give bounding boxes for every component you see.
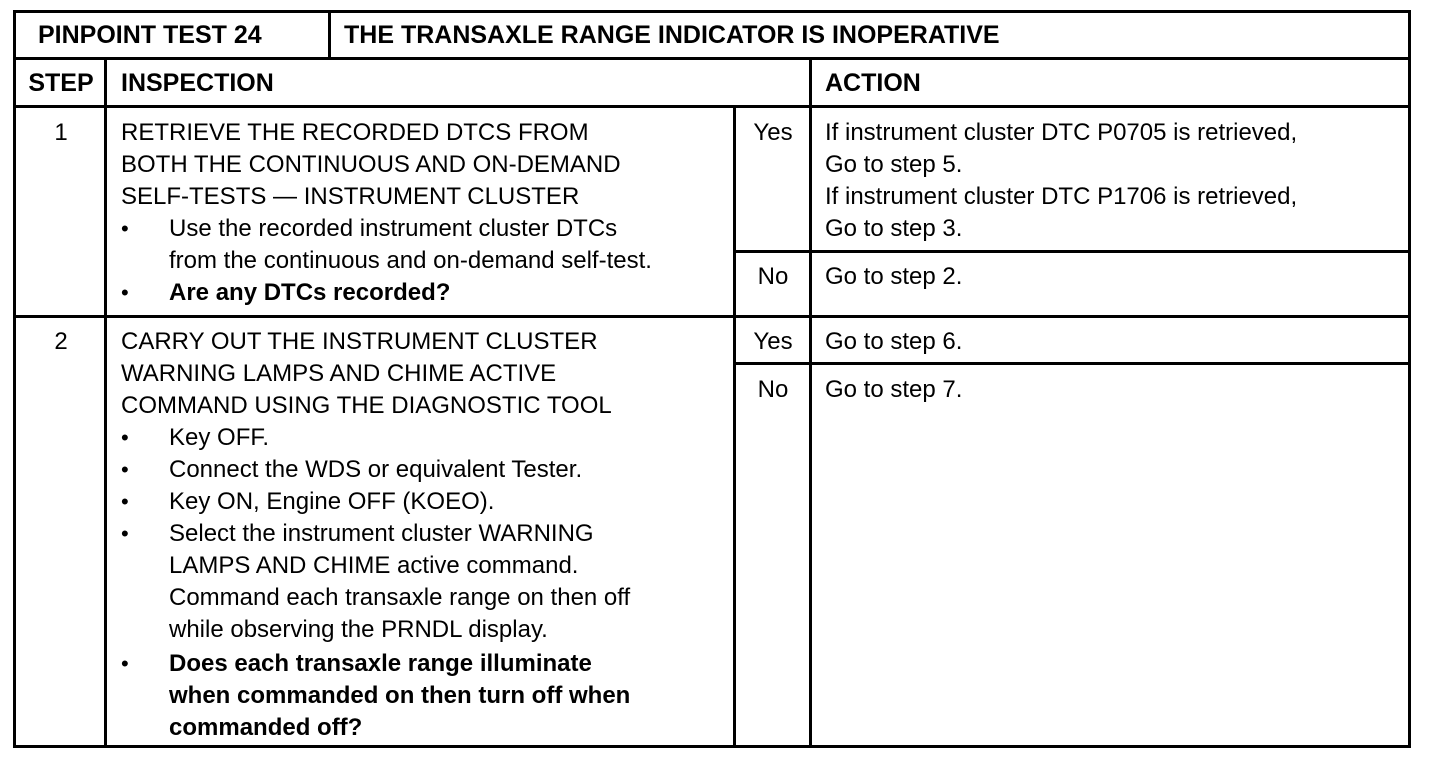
bullet-icon: • [121, 521, 129, 546]
rule-step2-yes-no [733, 362, 1408, 365]
step-question: Are any DTCs recorded? [169, 279, 451, 306]
action-line: Go to step 5. [825, 151, 963, 178]
step-bullet-line: LAMPS AND CHIME active command. [169, 552, 579, 579]
action-line: If instrument cluster DTC P0705 is retrieved, [825, 119, 1298, 146]
answer-no: No [757, 376, 789, 403]
step-heading-line: CARRY OUT THE INSTRUMENT CLUSTER [121, 328, 598, 355]
test-number-label: PINPOINT TEST 24 [38, 21, 262, 49]
step-heading-line: COMMAND USING THE DIAGNOSTIC TOOL [121, 392, 612, 419]
step-heading-line: BOTH THE CONTINUOUS AND ON-DEMAND [121, 151, 621, 178]
step-bullet-line: Key ON, Engine OFF (KOEO). [169, 488, 495, 515]
action-line: If instrument cluster DTC P1706 is retrieved, [825, 183, 1298, 210]
step-bullet-line: from the continuous and on-demand self-test. [169, 247, 652, 274]
action-line: Go to step 2. [825, 263, 963, 290]
step-heading-line: RETRIEVE THE RECORDED DTCS FROM [121, 119, 589, 146]
step-question: when commanded on then turn off when [169, 682, 631, 709]
column-header-action: ACTION [825, 69, 921, 97]
bullet-icon: • [121, 489, 129, 514]
rule-title-divider [328, 13, 331, 57]
column-header-step: STEP [28, 69, 94, 97]
column-header-inspection: INSPECTION [121, 69, 274, 97]
pinpoint-test-table [13, 10, 1411, 748]
rule-step-column [104, 57, 107, 745]
test-title: THE TRANSAXLE RANGE INDICATOR IS INOPERATIVE [344, 21, 1000, 49]
answer-yes: Yes [753, 328, 793, 355]
step-bullet-line: Select the instrument cluster WARNING [169, 520, 594, 547]
step-question: Does each transaxle range illuminate [169, 650, 592, 677]
rule-below-column-headers [16, 105, 1408, 108]
step-question: commanded off? [169, 714, 363, 741]
bullet-icon: • [121, 651, 129, 676]
bullet-icon: • [121, 280, 129, 305]
rule-step1-yes-no [733, 250, 1408, 253]
step-heading-line: SELF-TESTS — INSTRUMENT CLUSTER [121, 183, 580, 210]
action-line: Go to step 7. [825, 376, 963, 403]
answer-yes: Yes [753, 119, 793, 146]
step-number: 1 [54, 119, 68, 146]
bullet-icon: • [121, 457, 129, 482]
rule-below-title [16, 57, 1408, 60]
step-heading-line: WARNING LAMPS AND CHIME ACTIVE [121, 360, 557, 387]
step-bullet-line: while observing the PRNDL display. [169, 616, 548, 643]
action-line: Go to step 3. [825, 215, 963, 242]
answer-no: No [757, 263, 789, 290]
step-bullet-line: Connect the WDS or equivalent Tester. [169, 456, 583, 483]
bullet-icon: • [121, 425, 129, 450]
step-bullet-line: Key OFF. [169, 424, 270, 451]
step-bullet-line: Use the recorded instrument cluster DTCs [169, 215, 618, 242]
rule-between-steps [16, 315, 1408, 318]
step-bullet-line: Command each transaxle range on then off [169, 584, 631, 611]
rule-answer-column [733, 105, 736, 745]
bullet-icon: • [121, 216, 129, 241]
action-line: Go to step 6. [825, 328, 963, 355]
step-number: 2 [54, 328, 68, 355]
